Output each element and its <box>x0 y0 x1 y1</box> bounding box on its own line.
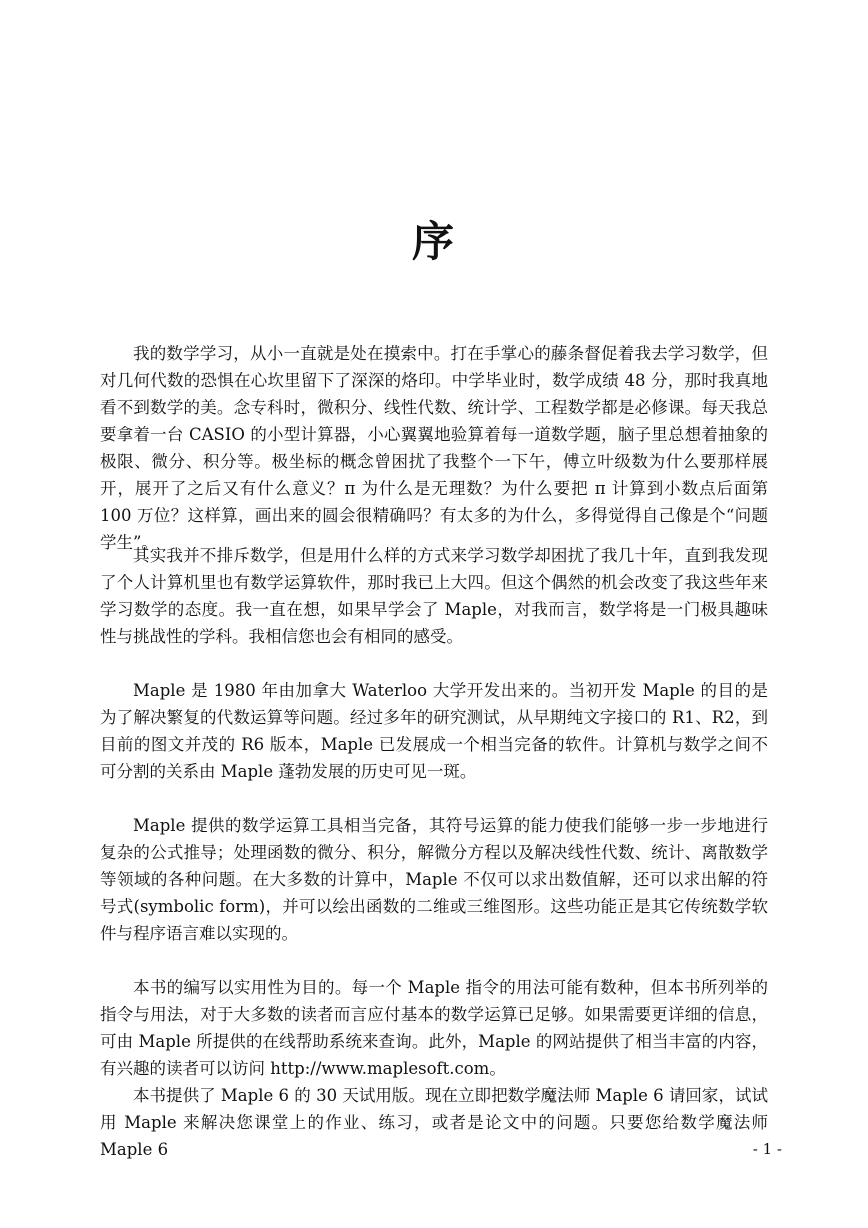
page-number: - 1 - <box>752 1140 782 1158</box>
page-title: 序 <box>411 217 456 266</box>
paragraph-4: Maple 提供的数学运算工具相当完备，其符号运算的能力使我们能够一步一步地进行复杂的公式推导；处理函数的微分、积分，解微分方程以及解决线性代数、统计、离散数学等领域的各种问题。在大多数的计算中，Maple 不仅可以求出数值解，还可以求出解的符号式(symbolic form)，并可以绘出函数的二维或三维图形。这些功能正是其它传统数学软件与程序语言难以实现的。 <box>100 816 768 943</box>
paragraph-5: 本书的编写以实用性为目的。每一个 Maple 指令的用法可能有数种，但本书所列举的指令与用法，对于大多数的读者而言应付基本的数学运算已足够。如果需要更详细的信息，可由 Maple 所提供的在线帮助系统来查询。此外，Maple 的网站提供了相当丰富的内容，有兴趣的读者可以访问 http://www.maplesoft.com。 <box>100 978 768 1078</box>
paragraph-3: Maple 是 1980 年由加拿大 Waterloo 大学开发出来的。当初开发 Maple 的目的是为了解决繁复的代数运算等问题。经过多年的研究测试，从早期纯文字接口的 R1、R2，到目前的图文并茂的 R6 版本，Maple 已发展成一个相当完备的软件。计算机与数学之间不可分割的关系由 Maple 蓬勃发展的历史可见一斑。 <box>100 681 768 781</box>
paragraph-2: 其实我并不排斥数学，但是用什么样的方式来学习数学却困扰了我几十年，直到我发现了个人计算机里也有数学运算软件，那时我已上大四。但这个偶然的机会改变了我这些年来学习数学的态度。我一直在想，如果早学会了 Maple，对我而言，数学将是一门极具趣味性与挑战性的学科。我相信您也会有相同的感受。 <box>100 546 768 646</box>
paragraph-1: 我的数学学习，从小一直就是处在摸索中。打在手掌心的藤条督促着我去学习数学，但对几何代数的恐惧在心坎里留下了深深的烙印。中学毕业时，数学成绩 48 分，那时我真地看不到数学的美。念专科时，微积分、线性代数、统计学、工程数学都是必修课。每天我总要拿着一台 CASIO 的小型计算器，小心翼翼地验算着每一道数学题，脑子里总想着抽象的极限、微分、积分等。极坐标的概念曾困扰了我整个一下午，傅立叶级数为什么要那样展开，展开了之后又有什么意义？π 为什么是无理数？为什么要把 π 计算到小数点后面第 100 万位？这样算，画出来的圆会很精确吗？有太多的为什么，多得觉得自己像是个“问题学生”。 <box>100 344 768 552</box>
paragraph-6: 本书提供了 Maple 6 的 30 天试用版。现在立即把数学魔法师 Maple 6 请回家，试试用 Maple 来解决您课堂上的作业、练习，或者是论文中的问题。只要您给数学魔法师 Maple 6 <box>100 1086 768 1159</box>
